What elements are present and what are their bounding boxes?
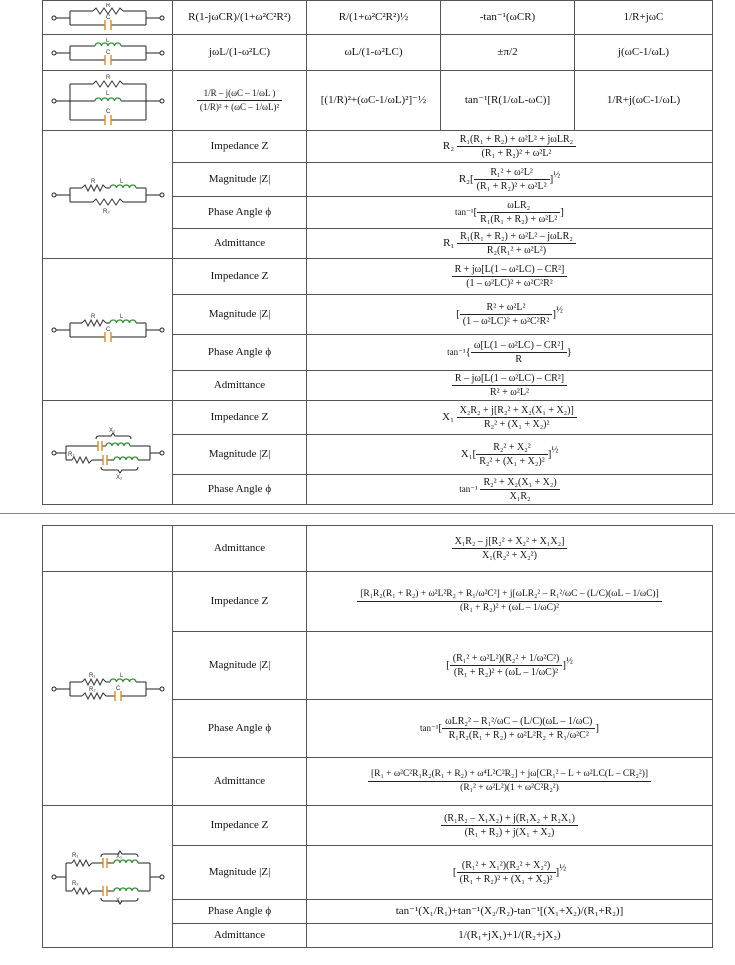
circuit-rl-rc — [43, 572, 173, 806]
label-impedance: Impedance Z — [173, 572, 307, 632]
label-impedance: Impedance Z — [173, 401, 307, 435]
label-magnitude: Magnitude |Z| — [173, 846, 307, 900]
label-r2: R₂ — [67, 451, 75, 458]
den: (R₁ + R₂)² + ω²L² — [476, 181, 547, 192]
prefix: X₁ — [460, 448, 473, 461]
rl-c-magnitude: [ $\frac{\text{R² + ω²L²}}{\text{(1 – ω²LC)² + ω²C²R²}}$ ]$^{\frac{1}{2}}$ — [307, 295, 713, 335]
table-row — [43, 572, 713, 632]
label-phase: Phase Angle ϕ — [173, 700, 307, 758]
table-row — [43, 401, 713, 435]
den: R₂² + (X₁ + X₂)² — [479, 456, 545, 467]
circuit-rc-parallel — [43, 1, 173, 35]
rx-rx-admittance: 1/(R₁+jX₁)+1/(R₂+jX₂) — [307, 924, 713, 948]
rl-r2-phase: tan⁻¹[ ωLR₂ R₁(R₁ + R₂) + ω²L² ] — [307, 197, 713, 229]
den: (1 – ω²LC)² + ω²C²R² — [462, 316, 550, 327]
label-c: C — [105, 108, 110, 115]
rl-r2-magnitude: R₂[ $\frac{\text{R₁² + ω²L²}}{\text{(R₁ + R₂)² + ω²L²}}$ ]$^{\frac{1}{2}}$ — [307, 163, 713, 197]
label-phase: Phase Angle ϕ — [173, 900, 307, 924]
label-c: C — [105, 49, 110, 56]
den: (R₁ + R₂)² + (X₁ + X₂)² — [459, 874, 553, 885]
num: X₂R₂ + j[R₂² + X₂(X₁ + X₂)] — [457, 405, 577, 418]
label-impedance: Impedance Z — [173, 131, 307, 163]
label-c: C — [105, 326, 110, 333]
rl-rc-impedance — [307, 572, 713, 632]
label-r2: R₂ — [88, 686, 96, 693]
den: R — [515, 354, 523, 365]
label-admittance: Admittance — [173, 371, 307, 401]
rc-admittance: 1/R+jωC — [575, 1, 713, 35]
label-magnitude: Magnitude |Z| — [173, 435, 307, 475]
den: (R₁ + R₂) + j(X₁ + X₂) — [464, 827, 555, 838]
x1-r2x2-magnitude: X₁[ $\frac{\text{R₂² + X₂²}}{\text{R₂² + (X₁ + X₂)²}}$ ]$^{\frac{1}{2}}$ — [307, 435, 713, 475]
impedance-table-top — [42, 0, 713, 505]
exp: ½ — [551, 444, 559, 455]
label-magnitude: Magnitude |Z| — [173, 295, 307, 335]
label-phase: Phase Angle ϕ — [173, 475, 307, 505]
exp: ½ — [566, 655, 573, 666]
table-row — [43, 71, 713, 131]
label-x2: X₂ — [115, 474, 122, 480]
label-c: C — [105, 14, 110, 21]
rc-magnitude: R/(1+ω²C²R²)½ — [307, 1, 441, 35]
label-r: R — [90, 313, 95, 320]
rl-rc-magnitude: [ $\frac{\text{(R₁² + ω²L²)(R₂² + 1/ω²C²)}}{\text{(R₁ + R₂)² + (ωL – 1/ωC)²}}$ ]$^{\frac{1}{2}}$ — [307, 632, 713, 700]
num: ωLR₂² – R₁²/ωC – (L/C)(ωL – 1/ωC) — [442, 716, 595, 729]
label-phase: Phase Angle ϕ — [173, 197, 307, 229]
label-impedance: Impedance Z — [173, 259, 307, 295]
table-row — [43, 526, 713, 572]
x1-r2x2-impedance — [307, 401, 713, 435]
rx-rx-phase: tan⁻¹(X₁/R₁)+tan⁻¹(X₂/R₂)-tan⁻¹[(X₁+X₂)/(R₁+R₂)] — [307, 900, 713, 924]
label-l: L — [119, 178, 123, 185]
num: R₂² + X₂² — [476, 442, 548, 455]
num: R + jω[L(1 – ω²LC) – CR²] — [452, 264, 568, 277]
num: R₁(R₁ + R₂) + ω²L² + jωLR₂ — [457, 134, 576, 147]
label-impedance: Impedance Z — [173, 806, 307, 846]
den: (R₁ + R₂)² + ω²L² — [481, 148, 552, 159]
num: [R₁ + ω²C²R₁R₂(R₁ + R₂) + ω⁴L²C²R₂] + jω[CR₁² – L + ω²LC(L – CR₂²)] — [368, 769, 651, 782]
label-r1: R₁ — [88, 672, 95, 679]
den: (R₁ + R₂)² + (ωL – 1/ωC)² — [453, 667, 559, 678]
table-row — [43, 259, 713, 295]
x1-r2x2-admittance — [307, 526, 713, 572]
num: R₁² + ω²L² — [474, 167, 550, 180]
rlc-phase: tan⁻¹[R(1/ωL-ωC)] — [441, 71, 575, 131]
rlc-admittance: 1/R+j(ωC-1/ωL) — [575, 71, 713, 131]
circuit-x1-r2x2-continued — [43, 526, 173, 572]
label-l: L — [119, 672, 123, 679]
num: (R₁R₂ – X₁X₂) + j(R₁X₂ + R₂X₁) — [441, 813, 578, 826]
num: ω[L(1 – ω²LC) – CR²] — [471, 340, 567, 353]
exp: ½ — [559, 862, 567, 873]
prefix: tan⁻¹ — [447, 347, 466, 358]
label-x2: X₂ — [115, 897, 122, 904]
num: X₁R₂ – j[R₂² + X₂² + X₁X₂] — [452, 536, 568, 549]
rc-impedance: R(1-jωCR)/(1+ω²C²R²) — [173, 1, 307, 35]
prefix: tan⁻¹ — [419, 723, 439, 734]
rlc-magnitude: [(1/R)²+(ωC-1/ωL)²]⁻½ — [307, 71, 441, 131]
den: R² + ω²L² — [490, 387, 529, 398]
lc-admittance: j(ωC-1/ωL) — [575, 35, 713, 71]
label-x1: X₁ — [108, 427, 115, 434]
label-r: R — [90, 178, 95, 185]
table-row — [43, 806, 713, 846]
den: R₁(R₁ + R₂) + ω²L² — [480, 214, 558, 225]
den: R₁R₂(R₁ + R₂) + ω²L²R₂ + R₁/ω²C² — [448, 730, 589, 741]
table-row — [43, 131, 713, 163]
label-l: L — [105, 37, 109, 44]
label-admittance: Admittance — [173, 758, 307, 806]
den: X₁(R₂² + X₂²) — [482, 550, 537, 561]
rlc-impedance-num: 1/R – j(ωC – 1/ωL ) — [197, 88, 282, 101]
label-admittance: Admittance — [173, 526, 307, 572]
den: (R₁ + R₂)² + (ωL – 1/ωC)² — [459, 603, 560, 613]
impedance-table-bottom — [42, 525, 713, 948]
label-admittance: Admittance — [173, 229, 307, 259]
prefix: R₂ — [442, 140, 455, 153]
lc-phase: ±π/2 — [441, 35, 575, 71]
page-separator — [0, 513, 735, 514]
label-r: R — [105, 2, 110, 9]
circuit-rl-r2 — [43, 131, 173, 259]
num: R – jω[L(1 – ω²LC) – CR²] — [452, 373, 567, 386]
num: [R₁R₂(R₁ + R₂) + ω²L²R₂ + R₁/ω²C²] + j[ωLR₂² – R₁²/ωC – (L/C)(ωL – 1/ωC)] — [357, 589, 662, 602]
num: (R₁² + ω²L²)(R₂² + 1/ω²C²) — [450, 653, 563, 666]
num: ωLR₂ — [477, 200, 560, 213]
label-x1: X₁ — [115, 853, 122, 860]
den: R₂² + (X₁ + X₂)² — [484, 419, 550, 430]
rlc-impedance-den: (1/R)² + (ωC – 1/ωL)² — [199, 102, 280, 112]
prefix: tan⁻¹ — [455, 207, 474, 218]
table-row — [43, 1, 713, 35]
label-magnitude: Magnitude |Z| — [173, 632, 307, 700]
label-c: C — [115, 685, 120, 692]
rx-rx-magnitude: [ $\frac{\text{(R₁² + X₁²)(R₂² + X₂²)}}{\text{(R₁ + R₂)² + (X₁ + X₂)²}}$ ]$^{\frac{1}{2}}$ — [307, 846, 713, 900]
table-row — [43, 35, 713, 71]
circuit-rl-c — [43, 259, 173, 401]
x1-r2x2-phase — [307, 475, 713, 505]
label-magnitude: Magnitude |Z| — [173, 163, 307, 197]
page-bottom — [0, 520, 735, 965]
prefix: tan⁻¹ — [459, 484, 478, 495]
exp: ½ — [553, 169, 561, 180]
prefix: R₁ — [443, 237, 455, 250]
circuit-x1-r2x2 — [43, 401, 173, 505]
rl-rc-admittance — [307, 758, 713, 806]
lc-impedance: jωL/(1-ω²LC) — [173, 35, 307, 71]
num: (R₁² + X₁²)(R₂² + X₂²) — [457, 860, 556, 873]
label-r: R — [105, 74, 110, 81]
label-l: L — [119, 313, 123, 320]
den: (R₁² + ω²L²)(1 + ω²C²R₂²) — [460, 783, 559, 793]
num: R₁(R₁ + R₂) + ω²L² – jωLR₂ — [457, 231, 576, 244]
lc-magnitude: ωL/(1-ω²LC) — [307, 35, 441, 71]
circuit-rlc-parallel — [43, 71, 173, 131]
rl-c-phase: tan⁻¹{ $\frac{\text{ω[L(1 – ω²LC) – CR²]}}{R}$ } — [307, 335, 713, 371]
rl-r2-impedance — [307, 131, 713, 163]
rl-r2-admittance — [307, 229, 713, 259]
den: R₂(R₁² + ω²L²) — [486, 245, 547, 256]
den: X₁R₂ — [509, 491, 531, 502]
prefix: X₁ — [442, 411, 454, 424]
label-admittance: Admittance — [173, 924, 307, 948]
exp: ½ — [556, 304, 563, 315]
label-r2: R₂ — [71, 880, 79, 887]
den: (1 – ω²LC)² + ω²C²R² — [466, 278, 553, 289]
num: R₂² + X₂(X₁ + X₂) — [480, 477, 559, 490]
circuit-rx-rx — [43, 806, 173, 948]
rl-c-impedance — [307, 259, 713, 295]
num: R² + ω²L² — [460, 302, 553, 315]
rl-c-admittance — [307, 371, 713, 401]
label-phase: Phase Angle ϕ — [173, 335, 307, 371]
rl-rc-phase: tan⁻¹[ ωLR₂² – R₁²/ωC – (L/C)(ωL – 1/ωC) R₁R₂(R₁ + R₂) + ω²L²R₂ + R₁/ω²C² ] — [307, 700, 713, 758]
label-r1: R₁ — [71, 852, 78, 859]
circuit-lc-parallel — [43, 35, 173, 71]
label-l: L — [105, 90, 109, 97]
rlc-impedance — [173, 71, 307, 131]
label-r2: R₂ — [102, 208, 110, 215]
prefix: R₂ — [458, 173, 470, 186]
rc-phase: -tan⁻¹(ωCR) — [441, 1, 575, 35]
rx-rx-impedance — [307, 806, 713, 846]
